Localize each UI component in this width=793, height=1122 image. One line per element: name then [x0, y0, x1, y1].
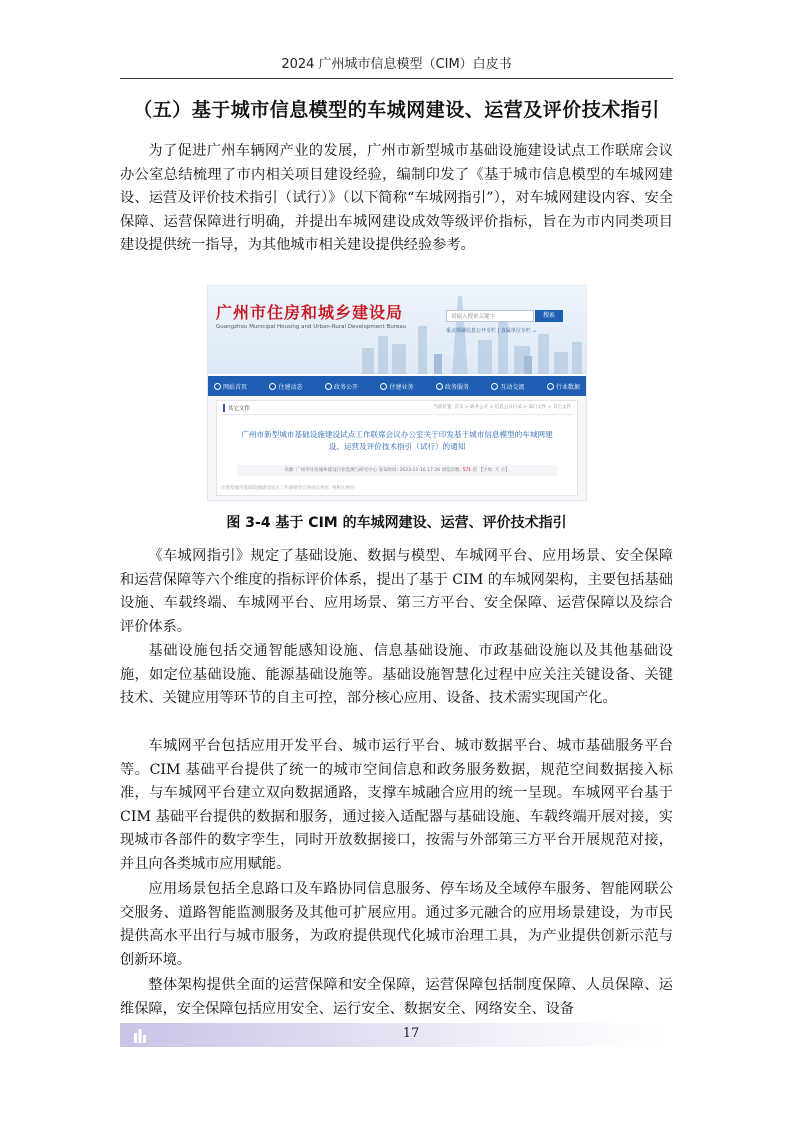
paragraph-infrastructure: 基础设施包括交通智能感知设施、信息基础设施、市政基础设施以及其他基础设施，如定位基础设施、能源基础设施等。基础设施智慧化过程中应关注关键设备、关键技术、关键应用等环节的自主可控，部分核心应用、设备、技术需实现国产化。 — [120, 643, 673, 707]
search-input[interactable]: 请输入搜索关键字 — [446, 310, 534, 322]
nav-label: 网站首页 — [223, 383, 248, 391]
nav-item-business[interactable] — [380, 382, 413, 391]
nav-label: 互动交流 — [500, 383, 525, 391]
nav-label: 住建动态 — [278, 383, 303, 391]
breadcrumb[interactable]: 当前位置: 首页 > 政务公开 > 信息公开目录 > 部门文件 > 其它文件 — [433, 405, 571, 410]
service-icon — [436, 383, 443, 390]
chat-icon — [491, 383, 498, 390]
nav-item-data[interactable] — [547, 382, 580, 391]
chart-icon — [547, 383, 554, 390]
nav-item-news[interactable] — [269, 382, 302, 391]
article-panel — [216, 400, 578, 496]
font-size-controls[interactable]: 次 【字体: 大 小】 — [472, 468, 510, 473]
nav-label: 住建业务 — [389, 383, 414, 391]
paragraph-safeguards: 整体架构提供全面的运营保障和安全保障，运营保障包括制度保障、人员保障、运维保障，安全保障包括应用安全、运行安全、数据安全、网络安全、设备 — [120, 977, 673, 1017]
nav-label: 政务公开 — [333, 383, 358, 391]
site-nav-bar — [208, 376, 586, 396]
nav-item-services[interactable] — [436, 382, 469, 391]
site-title: 广州市住房和城乡建设局 — [216, 303, 404, 322]
nav-item-disclosure[interactable] — [325, 382, 358, 391]
running-header: 2024 广州城市信息模型（CIM）白皮书 — [120, 52, 673, 79]
section-title: （五）基于城市信息模型的车城网建设、运营及评价技术指引 — [133, 99, 660, 121]
site-subtitle: Guangzhou Municipal Housing and Urban-Rural Development Bureau — [216, 324, 407, 330]
figure-caption: 图 3-4 基于 CIM 的车城网建设、运营、评价技术指引 — [226, 515, 567, 531]
paragraph-platform: 车城网平台包括应用开发平台、城市运行平台、城市数据平台、城市基础服务平台等。CIM 基础平台提供了统一的城市空间信息和政务服务数据，规范空间数据接入标准，与车城网平台建立双向数据通路，支撑车城融合应用的统一呈现。车城网平台基于 CIM 基础平台提供的数据和服务，通过接入适配器与基础设施、车载终端开展对接，实现城市各部件的数字孪生，同时开放数据接口，按需与外部第三方平台开展规范对接，并且向各类城市应用赋能。 — [120, 738, 673, 872]
document-icon — [325, 383, 332, 390]
article-title: 广州市新型城市基础设施建设试点工作联席会议办公室关于印发基于城市信息模型的车城网建设、运营及评价技术指引（试行）的通知 — [241, 430, 553, 451]
footer-logo-icon — [133, 1027, 147, 1043]
column-links[interactable]: 重点领域信息公开专栏 | 直属单位专栏 ⌄ — [446, 328, 537, 334]
embedded-website-screenshot — [207, 285, 587, 501]
paragraph-scenarios: 应用场景包括全息路口及车路协同信息服务、停车场及全域停车服务、智能网联公交服务、道路智能监测服务及其他可扩展应用。通过多元融合的应用场景建设，为市民提供高水平出行与城市服务，为政府提供现代化城市治理工具，为产业提供创新示范与创新环境。 — [120, 881, 673, 968]
page-number: 17 — [402, 1026, 420, 1041]
home-icon — [214, 383, 221, 390]
nav-item-interaction[interactable] — [491, 382, 524, 391]
nav-label: 行业数据 — [555, 383, 580, 391]
article-meta — [237, 465, 557, 476]
view-count: 571 — [462, 468, 472, 473]
briefcase-icon — [380, 383, 387, 390]
site-banner — [208, 286, 586, 374]
article-area — [208, 396, 586, 500]
paragraph-framework: 《车城网指引》规定了基础设施、数据与模型、车城网平台、应用场景、安全保障和运营保障等六个维度的指标评价体系，提出了基于 CIM 的车城网架构，主要包括基础设施、车载终端、车城网平台、应用场景、第三方平台、安全保障、运营保障以及综合评价体系。 — [120, 548, 673, 635]
nav-item-home[interactable] — [214, 382, 247, 391]
search-button[interactable]: 搜索 — [535, 310, 563, 322]
news-icon — [269, 383, 276, 390]
nav-label: 政务服务 — [444, 383, 469, 391]
article-body-snippet: 市新型城市基础设施建设试点工作联席会议各成员单位, 各相关单位: — [221, 486, 356, 491]
paragraph-intro: 为了促进广州车辆网产业的发展，广州市新型城市基础设施建设试点工作联席会议办公室总结梳理了市内相关项目建设经验，编制印发了《基于城市信息模型的车城网建设、运营及评价技术指引（试行）》（以下简称“车城网指引”），对车城网建设内容、安全保障、运营保障进行明确，并提出车城网建设成效等级评价指标，旨在为市内同类项目建设提供统一指导，为其他城市相关建设提供经验参考。 — [120, 143, 673, 254]
meta-source-date: 来源: 广州市住房城乡建设行业监测与研究中心 发布时间: 2023-11-16 17:26 浏览次数: — [284, 468, 462, 473]
panel-heading: 其它文件 — [223, 404, 250, 412]
divider — [221, 414, 573, 415]
